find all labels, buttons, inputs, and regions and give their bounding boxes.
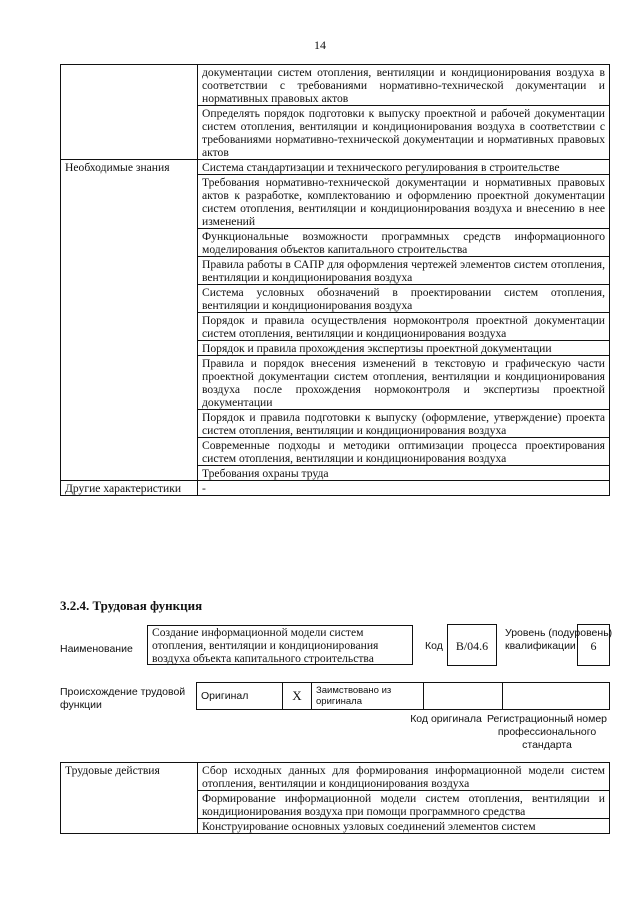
table-row <box>61 481 610 496</box>
table-row <box>61 341 610 356</box>
table-row <box>61 356 610 410</box>
row-label <box>61 285 198 313</box>
origin-table <box>196 682 610 710</box>
table-row <box>61 438 610 466</box>
row-label <box>61 175 198 229</box>
table-row <box>61 819 610 834</box>
row-label <box>61 466 198 481</box>
origin-label: Происхождение трудовой функции <box>60 686 186 711</box>
original-code-caption: Код оригинала <box>410 713 482 725</box>
row-text: Порядок и правила прохождения экспертизы проектной документации <box>198 341 610 356</box>
qualification-level-label: Уровень (подуровень) квалификации <box>505 627 613 652</box>
section-title: 3.2.4. Трудовая функция <box>60 598 203 613</box>
row-text: Система стандартизации и технического регулирования в строительстве <box>198 160 610 175</box>
row-label <box>61 819 198 834</box>
row-text: Функциональные возможности программных средств информационного моделирования объектов капитального строительства <box>198 229 610 257</box>
table-row <box>61 257 610 285</box>
knowledge-table <box>60 64 610 496</box>
row-label <box>61 438 198 466</box>
row-label: Другие характеристики <box>61 481 198 496</box>
row-text: Сбор исходных данных для формирования информационной модели систем отопления, вентиляции и кондиционирования воздуха <box>198 763 610 791</box>
registration-number-cell <box>503 683 610 710</box>
original-code-cell <box>424 683 503 710</box>
name-label: Наименование <box>60 643 133 655</box>
row-text: Формирование информационной модели систем отопления, вентиляции и кондиционирования воздуха при помощи программного средства <box>198 791 610 819</box>
row-text: - <box>198 481 610 496</box>
table-row <box>61 65 610 106</box>
row-text: Требования нормативно-технической документации и нормативных правовых актов к разработке, комплектованию и оформлению проектной документации систем отопления, вентиляции и кондиционирования воздуха и внесению в нее изменений <box>198 175 610 229</box>
row-text: Порядок и правила подготовки к выпуску (оформление, утверждение) проекта систем отопления, вентиляции и кондиционирования воздуха <box>198 410 610 438</box>
row-label <box>61 229 198 257</box>
row-text: Система условных обозначений в проектировании систем отопления, вентиляции и кондиционирования воздуха <box>198 285 610 313</box>
row-text: Современные подходы и методики оптимизации процесса проектирования систем отопления, вентиляции и кондиционирования воздуха <box>198 438 610 466</box>
row-text: Требования охраны труда <box>198 466 610 481</box>
original-label: Оригинал <box>197 683 283 710</box>
function-name-value: Создание информационной модели систем отопления, вентиляции и кондиционирования воздуха объекта капитального строительства <box>147 625 413 665</box>
table-row <box>61 106 610 160</box>
original-mark: X <box>283 683 312 710</box>
row-label <box>61 791 198 819</box>
row-text: Порядок и правила осуществления нормоконтроля проектной документации систем отопления, вентиляции и кондиционирования воздуха <box>198 313 610 341</box>
row-text: документации систем отопления, вентиляции и кондиционирования воздуха в соответствии с требованиями нормативно-технической документации и нормативных правовых актов <box>198 65 610 106</box>
row-text: Правила работы в САПР для оформления чертежей элементов систем отопления, вентиляции и кондиционирования воздуха <box>198 257 610 285</box>
row-text: Конструирование основных узловых соединений элементов систем <box>198 819 610 834</box>
table-row <box>61 175 610 229</box>
page-number: 14 <box>314 38 326 52</box>
table-row <box>61 229 610 257</box>
table-row <box>61 763 610 791</box>
table-row <box>61 410 610 438</box>
table-row <box>61 285 610 313</box>
row-label <box>61 65 198 106</box>
labor-actions-table <box>60 762 610 834</box>
table-row <box>61 313 610 341</box>
row-text: Правила и порядок внесения изменений в текстовую и графическую части проектной документации систем отопления, вентиляции и кондиционирования воздуха после прохождения нормоконтроля и экспертизы проектной документации <box>198 356 610 410</box>
qualification-level-value: 6 <box>577 624 610 666</box>
row-label <box>61 313 198 341</box>
borrowed-label: Заимствовано из оригинала <box>312 683 424 710</box>
row-label: Необходимые знания <box>61 160 198 175</box>
table-row <box>61 791 610 819</box>
registration-number-caption: Регистрационный номер профессионального стандарта <box>487 713 607 751</box>
row-text: Определять порядок подготовки к выпуску проектной и рабочей документации систем отопления, вентиляции и кондиционирования воздуха в соответствии с требованиями нормативно-технической документации и нормативных правовых актов <box>198 106 610 160</box>
row-label <box>61 356 198 410</box>
row-label <box>61 257 198 285</box>
table-row <box>61 160 610 175</box>
function-code-value: B/04.6 <box>447 624 497 666</box>
table-row <box>61 466 610 481</box>
row-label <box>61 410 198 438</box>
row-label <box>61 106 198 160</box>
code-label: Код <box>425 640 443 652</box>
row-label: Трудовые действия <box>61 763 198 791</box>
row-label <box>61 341 198 356</box>
